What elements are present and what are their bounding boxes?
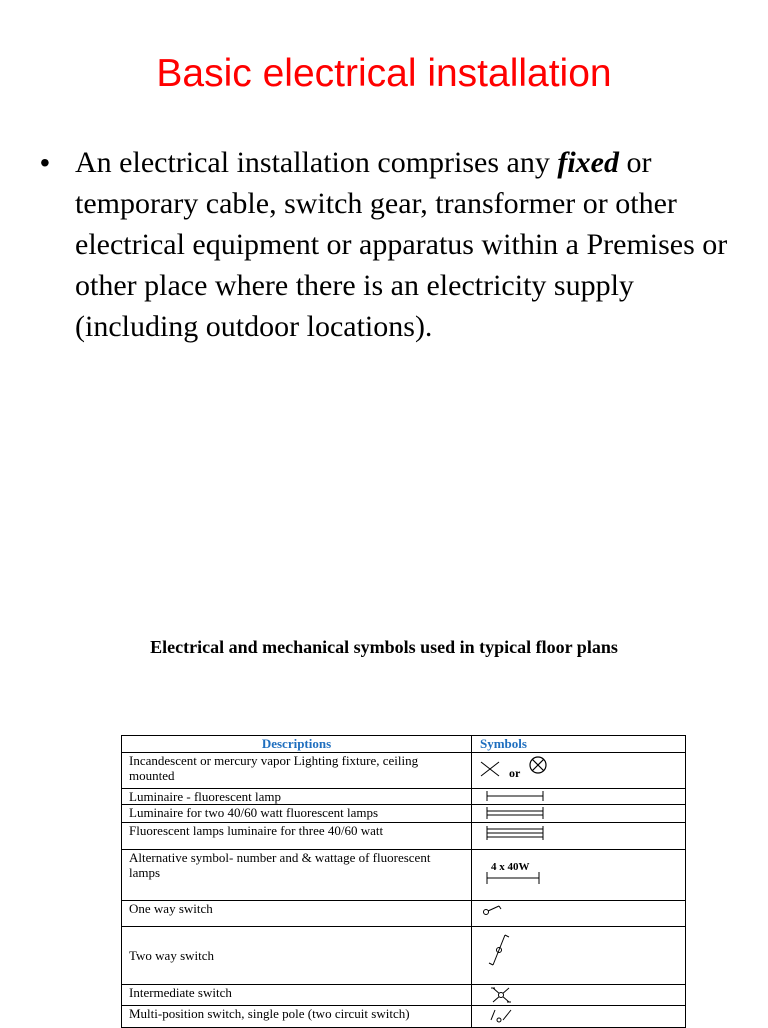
bullet-point [40, 142, 740, 347]
table-row [122, 823, 686, 850]
cross-fixture-icon [479, 759, 501, 779]
row-description: Multi-position switch, single pole (two circuit switch) [122, 1006, 472, 1028]
row-symbol [472, 850, 686, 901]
row-symbol [472, 805, 686, 823]
row-description: Two way switch [122, 927, 472, 985]
fluorescent-triple-icon [479, 823, 549, 843]
circled-cross-icon [528, 755, 548, 775]
row-description: Luminaire - fluorescent lamp [122, 789, 472, 805]
row-symbol [472, 985, 686, 1006]
fluorescent-single-icon [479, 789, 549, 803]
wattage-label: 4 x 40W [491, 861, 530, 873]
row-description: Incandescent or mercury vapor Lighting fixture, ceiling mounted [122, 753, 472, 789]
table-row [122, 789, 686, 805]
row-symbol [472, 901, 686, 927]
multi-position-switch-icon [479, 1006, 519, 1024]
row-description: Intermediate switch [122, 985, 472, 1006]
bullet-emphasis: fixed [557, 146, 619, 179]
row-description: One way switch [122, 901, 472, 927]
slide-title: Basic electrical installation [156, 52, 612, 95]
table-row [122, 985, 686, 1006]
symbol-or-text: or [509, 765, 521, 780]
table-row [122, 805, 686, 823]
row-symbol [472, 1006, 686, 1028]
bullet-text [75, 142, 740, 347]
row-description: Fluorescent lamps luminaire for three 40/60 watt [122, 823, 472, 850]
fluorescent-double-icon [479, 805, 549, 821]
row-symbol [472, 927, 686, 985]
intermediate-switch-icon [479, 985, 519, 1005]
header-symbols: Symbols [472, 736, 686, 753]
bullet-text-part1: An electrical installation comprises any [75, 146, 558, 179]
header-descriptions: Descriptions [122, 736, 472, 753]
table-row [122, 1006, 686, 1028]
two-way-switch-icon [479, 927, 519, 971]
row-description: Alternative symbol- number and & wattage of fluorescent lamps [122, 850, 472, 901]
row-symbol [472, 753, 686, 789]
row-symbol [472, 789, 686, 805]
table-row [122, 901, 686, 927]
row-description: Luminaire for two 40/60 watt fluorescent lamps [122, 805, 472, 823]
table-header-row [122, 736, 686, 753]
one-way-switch-icon [479, 901, 509, 917]
row-symbol [472, 823, 686, 850]
bullet-marker: • [40, 147, 50, 178]
table-row [122, 927, 686, 985]
table-row [122, 850, 686, 901]
figure-caption: Electrical and mechanical symbols used in typical floor plans [150, 637, 618, 657]
symbols-table [121, 735, 686, 1028]
table-row [122, 753, 686, 789]
bullet-text-part2: or temporary cable, switch gear, transformer or other electrical equipment or apparatus within a Premises or other place where there is an electricity supply (including outdoor locations). [75, 146, 728, 343]
